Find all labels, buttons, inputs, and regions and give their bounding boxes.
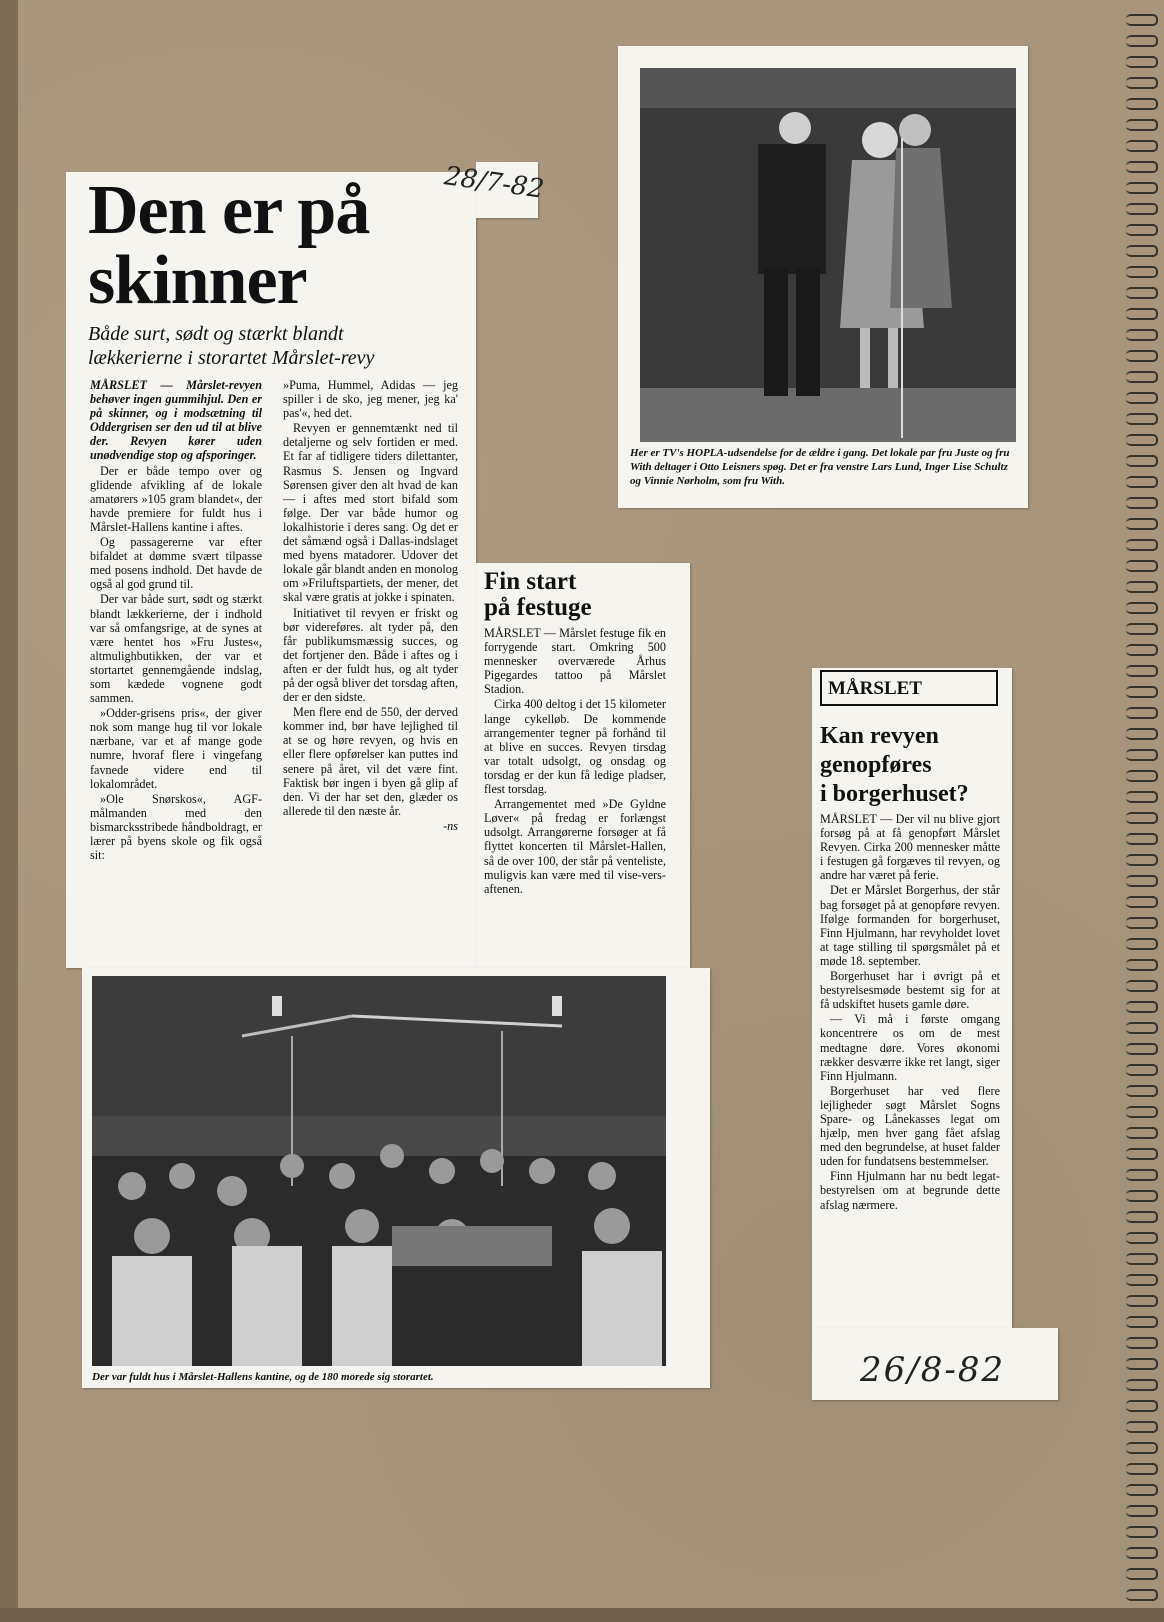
spiral-ring [1126, 770, 1158, 782]
festuge-headline [484, 569, 684, 621]
revy-paragraph: Der var både surt, sødt og stærkt blandt lækkerierne, der i indhold var så omfangsrige, at de synes at være hentet hos »Fru Justes«, altmulighbutikken, der var et stortartet gennemgående indslag, som kædede vognene godt sammen. [90, 592, 262, 706]
spiral-ring [1126, 623, 1158, 635]
borgerhus-paragraph: — Vi må i første omgang koncentrere os om de mest medtagne døre. Vores økonomi rækker desværre ikke ret langt, siger Finn Hjulmann. [820, 1012, 1000, 1083]
tv-photo-caption: Her er TV's HOPLA-udsendelse for de ældre i gang. Det lokale par fru Juste og fru With deltager i Otto Leisners spøg. Det er fra venstre Lars Lund, Inger Lise Schultz og Vinnie Nørholm, som fru With. [630, 447, 1010, 487]
borgerhus-column [820, 812, 1000, 1213]
spiral-ring [1126, 602, 1158, 614]
spiral-ring [1126, 1463, 1158, 1475]
revy-paragraph: »Ole Snørskos«, AGF-målmanden med den bismarcksstribede håndboldragt, er lærer på byens skole og fik også sit: [90, 791, 262, 863]
spiral-ring [1126, 1127, 1158, 1139]
festuge-paragraph: Cirka 400 deltog i det 15 kilometer lange cykelløb. De kommende arrangementer tegner på forhånd til at blive en succes. Revyen tirsdag var totalt udsolgt, og onsdag og torsdag er der kun få ledige pladser, flest torsdag. [484, 697, 666, 797]
handwritten-date-bottom: 26/8-82 [860, 1350, 1006, 1390]
spiral-ring [1126, 1190, 1158, 1202]
spiral-ring [1126, 497, 1158, 509]
scrapbook-bottom-edge [0, 1608, 1164, 1622]
borgerhus-title-line1: Kan revyen [820, 723, 939, 749]
spiral-ring [1126, 1274, 1158, 1286]
spiral-ring [1126, 203, 1158, 215]
spiral-ring [1126, 581, 1158, 593]
revy-paragraph: Revyen er gennemtænkt ned til detaljerne og selv fortiden er med. Et far af tidligere tiders dilettanter, Rasmus S. Jensen og Ingvard Sørensen giver den alt hvad de kan — i aftes med stort bifald som følge. Der var både humor og lokalhistorie i deres sang. Og det er det såmænd også i Dallas-indslaget med byens matadorer. Udover det lokale går blandt anden en monolog om »Friluftspartiets, der mener, det skal være gratis at jokke i spinaten. [283, 421, 458, 605]
spiral-ring [1126, 1568, 1158, 1580]
spiral-ring [1126, 938, 1158, 950]
revy-column-2 [283, 378, 458, 834]
borgerhus-paragraph: Borgerhuset har i øvrigt på et bestyrelsesmøde bestemt sig for at få udskiftet husets gamle døre. [820, 969, 1000, 1012]
borgerhus-title-line2: genopføres [820, 752, 932, 778]
spiral-ring [1126, 287, 1158, 299]
spiral-binding [1118, 0, 1164, 1622]
spiral-ring [1126, 854, 1158, 866]
photo-full-hall [92, 976, 666, 1366]
spiral-ring [1126, 308, 1158, 320]
revy-paragraph: »Odder-grisens pris«, der giver nok som mange hug til vor lokale nærbane, var et af mange gode numre, hvoraf flere i vingefang favnede videre end til lokalområdet. [90, 706, 262, 791]
spiral-ring [1126, 35, 1158, 47]
revy-paragraph: MÅRSLET — Mårslet-revyen behøver ingen gummihjul. Den er på skinner, og i modsætning til Oddergrisen ser den ud til at blive der. Revyen kører uden unødvendige stop og afsporinger. [90, 378, 262, 463]
spiral-ring [1126, 1043, 1158, 1055]
spiral-ring [1126, 1400, 1158, 1412]
spiral-ring [1126, 1232, 1158, 1244]
spiral-ring [1126, 1211, 1158, 1223]
tv-photo-illustration [640, 68, 1016, 442]
spiral-ring [1126, 644, 1158, 656]
spiral-ring [1126, 1421, 1158, 1433]
revy-subtitle [66, 174, 466, 374]
revy-paragraph: »Puma, Hummel, Adidas — jeg spiller i de sko, jeg mener, jeg ka' pas'«, hed det. [283, 378, 458, 421]
revy-subtitle-line1: Både surt, sødt og stærkt blandt [88, 323, 344, 345]
hall-photo-illustration [92, 976, 666, 1366]
festuge-title-line2: på festuge [484, 594, 592, 621]
spiral-ring [1126, 812, 1158, 824]
spiral-ring [1126, 98, 1158, 110]
spiral-ring [1126, 266, 1158, 278]
spiral-ring [1126, 749, 1158, 761]
borgerhus-section-label: MÅRSLET [828, 678, 922, 699]
handwritten-date-top: 28/7-82 [442, 161, 546, 205]
spiral-ring [1126, 1001, 1158, 1013]
spiral-ring [1126, 686, 1158, 698]
spiral-ring [1126, 476, 1158, 488]
festuge-column [484, 626, 666, 897]
spiral-ring [1126, 539, 1158, 551]
spiral-ring [1126, 1106, 1158, 1118]
spiral-ring [1126, 224, 1158, 236]
hall-photo-caption: Der var fuldt hus i Mårslet-Hallens kantine, og de 180 morede sig storartet. [92, 1371, 434, 1383]
spiral-ring [1126, 833, 1158, 845]
spiral-ring [1126, 329, 1158, 341]
spiral-ring [1126, 1295, 1158, 1307]
spiral-ring [1126, 1022, 1158, 1034]
borgerhus-section-box [820, 670, 998, 706]
revy-paragraph: Der er både tempo over og glidende afvikling af de lokale amatørers »105 gram blandet«, der havde premiere for fuldt hus i Mårslet-Hallens kantine i aftes. [90, 463, 262, 534]
spiral-ring [1126, 875, 1158, 887]
spiral-ring [1126, 896, 1158, 908]
spiral-ring [1126, 119, 1158, 131]
spiral-ring [1126, 518, 1158, 530]
spiral-ring [1126, 14, 1158, 26]
borgerhus-headline [820, 722, 1010, 809]
revy-byline: -ns [443, 818, 458, 833]
spiral-ring [1126, 245, 1158, 257]
spiral-ring [1126, 917, 1158, 929]
spiral-ring [1126, 1085, 1158, 1097]
spiral-ring [1126, 791, 1158, 803]
photo-tv-performers [640, 68, 1016, 442]
spiral-ring [1126, 1526, 1158, 1538]
spiral-ring [1126, 350, 1158, 362]
spiral-ring [1126, 1358, 1158, 1370]
spiral-ring [1126, 182, 1158, 194]
spiral-ring [1126, 161, 1158, 173]
spiral-ring [1126, 371, 1158, 383]
revy-title-line1: Den er på [88, 172, 370, 249]
spiral-ring [1126, 1169, 1158, 1181]
revy-title-line2: skinner [88, 242, 307, 319]
spiral-ring [1126, 1337, 1158, 1349]
spiral-ring [1126, 707, 1158, 719]
spiral-ring [1126, 140, 1158, 152]
spiral-ring [1126, 455, 1158, 467]
scrapbook-page-edge [0, 0, 18, 1622]
festuge-title-line1: Fin start [484, 568, 577, 595]
revy-subtitle-line2: lækkerierne i storartet Mårslet-revy [88, 347, 375, 369]
spiral-ring [1126, 413, 1158, 425]
festuge-paragraph: MÅRSLET — Mårslet festuge fik en forrygende start. Omkring 500 mennesker overværede Århus Pigegardes tattoo på Mårslet Stadion. [484, 626, 666, 697]
spiral-ring [1126, 1379, 1158, 1391]
spiral-ring [1126, 1589, 1158, 1601]
spiral-ring [1126, 560, 1158, 572]
borgerhus-paragraph: Borgerhuset har ved flere lejligheder søgt Mårslet Sogns Spare- og Lånekasses legat om hjælp, men hver gang fået afslag med den begrundelse, at huset falder uden for fundatsens bestemmelser. [820, 1083, 1000, 1169]
spiral-ring [1126, 1442, 1158, 1454]
revy-paragraph: Initiativet til revyen er friskt og bør videreføres. alt tyder på, den får publikumsmæssig succes, og det fortjener den. Både i aftes og i aften er der fuldt hus, og alt tyder på der også bliver det torsdag aften, der er den sidste. [283, 605, 458, 705]
revy-column-1 [90, 378, 262, 863]
borgerhus-title-line3: i borgerhuset? [820, 781, 969, 807]
borgerhus-paragraph: MÅRSLET — Der vil nu blive gjort forsøg på at få genopført Mårslet Revyen. Cirka 200 mennesker måtte i festugen gå forgæves til revyen, og andre har været på ferie. [820, 812, 1000, 883]
spiral-ring [1126, 1484, 1158, 1496]
revy-paragraph: Men flere end de 550, der derved kommer ind, bør have lejlighed til at se og høre revyen, og hvis en eller flere opførelser kan puttes ind senere på året, vil det være fint. Faktisk bør ingen i byen gå glip af den. Vi der har set den, glæder os allerede til den næste år. [283, 705, 458, 818]
spiral-ring [1126, 1547, 1158, 1559]
spiral-ring [1126, 1253, 1158, 1265]
spiral-ring [1126, 1316, 1158, 1328]
spiral-ring [1126, 77, 1158, 89]
spiral-ring [1126, 1064, 1158, 1076]
spiral-ring [1126, 980, 1158, 992]
festuge-paragraph: Arrangementet med »De Gyldne Løver« på fredag er forlængst udsolgt. Arrangørerne forsøger at få flyttet koncerten til Mårslet-Hallen, så de over 100, der står på venteliste, muligvis kan være med til vise-vers-aftenen. [484, 797, 666, 896]
spiral-ring [1126, 1505, 1158, 1517]
spiral-ring [1126, 56, 1158, 68]
spiral-ring [1126, 1148, 1158, 1160]
spiral-ring [1126, 959, 1158, 971]
spiral-ring [1126, 665, 1158, 677]
spiral-ring [1126, 728, 1158, 740]
revy-paragraph: Og passagererne var efter bifaldet at dømme svært tilpasse med posens indhold. Det havde de også al god grund til. [90, 535, 262, 592]
borgerhus-paragraph: Det er Mårslet Borgerhus, der står bag forsøget på at genopføre revyen. Ifølge formanden for borgerhuset, Finn Hjulmann, har revyholdet lovet at tage stilling til spørgsmålet på et møde 18. september. [820, 883, 1000, 968]
spiral-ring [1126, 392, 1158, 404]
spiral-ring [1126, 434, 1158, 446]
borgerhus-paragraph: Finn Hjulmann har nu bedt legat-bestyrelsen om at begrunde dette afslag nærmere. [820, 1169, 1000, 1212]
